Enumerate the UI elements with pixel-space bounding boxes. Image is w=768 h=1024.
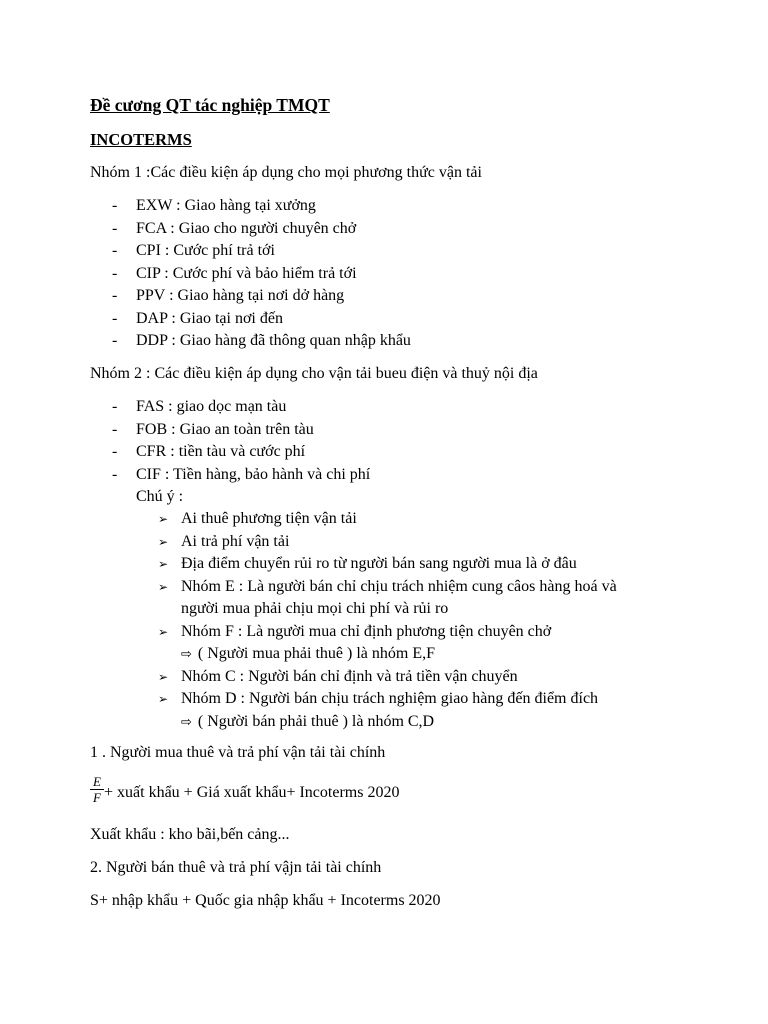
dash-bullet: - <box>112 242 118 259</box>
hollow-arrow-icon: ⇨ <box>181 714 192 730</box>
arrow-bullet-icon: ➢ <box>158 669 169 684</box>
dash-bullet: - <box>112 398 118 415</box>
list-item: - FOB : Giao an toàn trên tàu <box>112 419 370 442</box>
conclusion-line: ⇨ ( Người mua phải thuê ) là nhóm E,F <box>181 645 435 662</box>
dash-bullet: - <box>112 309 118 327</box>
fraction-e-over-f <box>90 774 104 805</box>
list-item: - FCA : Giao cho người chuyên chở <box>112 218 411 241</box>
group2-term-list <box>112 396 370 509</box>
list-item: ➢ Nhóm F : Là người mua chỉ định phương tiện chuyên chở ⇨ ( Người mua phải thuê ) là nhóm E,F <box>158 621 617 666</box>
fraction-denominator: F <box>93 790 101 805</box>
list-item: - PPV : Giao hàng tại nơi dở hàng <box>112 285 411 308</box>
dash-bullet: - <box>112 197 118 214</box>
arrow-bullet-icon: ➢ <box>158 557 169 571</box>
list-item: - DDP : Giao hàng đã thông quan nhập khẩu <box>112 330 411 353</box>
dash-bullet: - <box>112 420 118 438</box>
dash-bullet: - <box>112 332 118 349</box>
dash-bullet: - <box>112 219 118 237</box>
arrow-bullet-icon: ➢ <box>158 692 169 706</box>
arrow-bullet-icon: ➢ <box>158 512 169 526</box>
arrow-bullet-icon: ➢ <box>158 579 169 594</box>
note-label: Chú ý : <box>136 488 184 505</box>
hollow-arrow-icon: ⇨ <box>181 647 192 662</box>
conclusion-line: ⇨ ( Người bán phải thuê ) là nhóm C,D <box>181 712 435 730</box>
note-arrow-list <box>158 508 617 733</box>
arrow-bullet-icon: ➢ <box>158 534 169 549</box>
part1-note: Xuất khẩu : kho bãi,bến cảng... <box>90 826 290 843</box>
list-item: - CIP : Cước phí và bảo hiểm trả tới <box>112 263 411 286</box>
arrow-bullet-icon: ➢ <box>158 624 169 639</box>
list-item: ➢ Nhóm E : Là người bán chỉ chịu trách nhiệm cung câos hàng hoá và người mua phải chịu mọi chi phí và rủi ro <box>158 577 617 617</box>
part1-heading: 1 . Người mua thuê và trả phí vận tải tài chính <box>90 744 386 761</box>
list-item: - CIF : Tiền hàng, bảo hành và chi phí <box>112 464 370 487</box>
list-item: - FAS : giao dọc mạn tàu <box>112 396 370 419</box>
group2-heading: Nhóm 2 : Các điều kiện áp dụng cho vận tải bueu điện và thuỷ nội địa <box>90 365 538 382</box>
list-item: ➢ Ai thuê phương tiện vận tải <box>158 508 617 531</box>
document-title: Đề cương QT tác nghiệp TMQT <box>90 95 330 115</box>
dash-bullet: - <box>112 443 118 460</box>
fraction-numerator: E <box>90 774 104 790</box>
group1-term-list <box>112 195 411 353</box>
dash-bullet: - <box>112 287 118 304</box>
dash-bullet: - <box>112 264 118 282</box>
list-item: - CPI : Cước phí trả tới <box>112 240 411 263</box>
list-item: ➢ Ai trả phí vận tải <box>158 531 617 554</box>
list-item: - EXW : Giao hàng tại xưởng <box>112 195 411 218</box>
list-item: - DAP : Giao tại nơi đến <box>112 308 411 331</box>
section-heading-incoterms: INCOTERMS <box>90 130 192 149</box>
dash-bullet: - <box>112 465 118 483</box>
list-item: ➢ Địa điểm chuyển rủi ro từ người bán sang người mua là ở đâu <box>158 553 617 576</box>
group1-heading: Nhóm 1 :Các điều kiện áp dụng cho mọi phương thức vận tải <box>90 164 482 181</box>
part1-formula: + xuất khẩu + Giá xuất khẩu+ Incoterms 2020 <box>104 784 400 801</box>
part2-heading: 2. Người bán thuê và trả phí vậjn tải tài chính <box>90 859 382 876</box>
list-item <box>112 486 370 509</box>
list-item: - CFR : tiền tàu và cước phí <box>112 441 370 464</box>
list-item: ➢ Nhóm C : Người bán chỉ định và trả tiền vận chuyển <box>158 666 617 689</box>
part2-formula: S+ nhập khẩu + Quốc gia nhập khẩu + Incoterms 2020 <box>90 892 441 909</box>
list-item: ➢ Nhóm D : Người bán chịu trách nghiệm giao hàng đến điểm đích ⇨ ( Người bán phải thuê ) là nhóm C,D <box>158 688 617 733</box>
